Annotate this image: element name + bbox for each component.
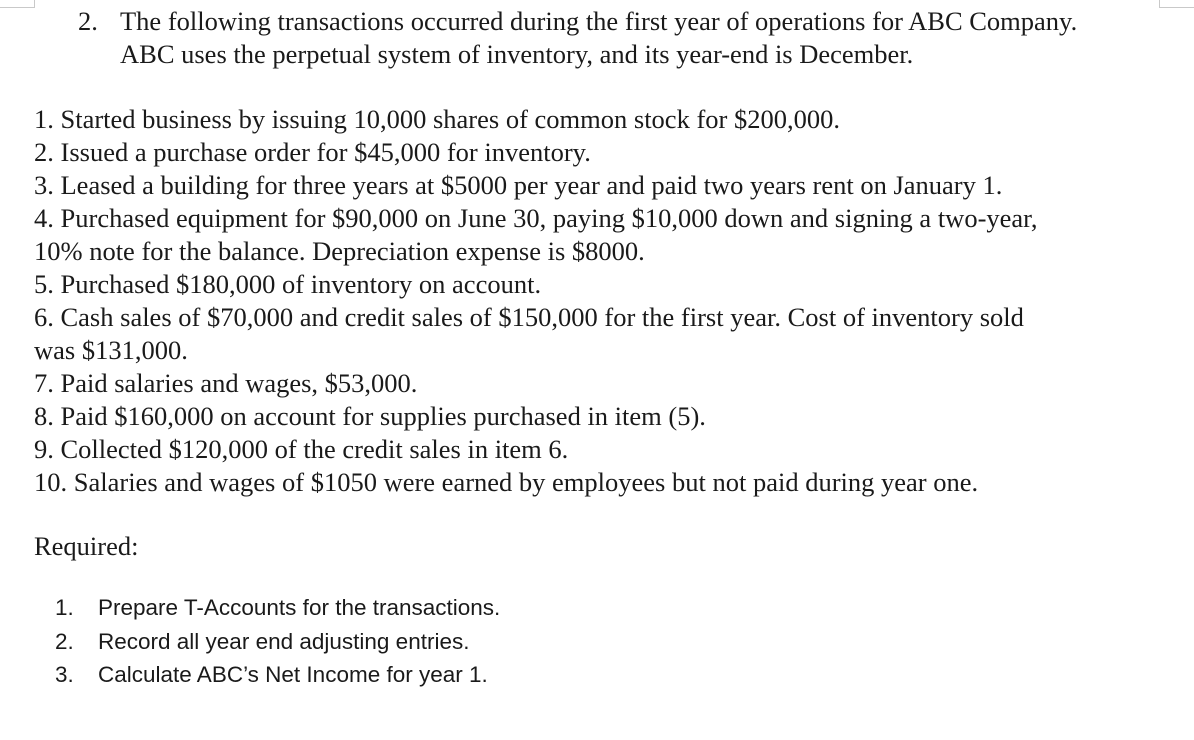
transaction-line: 5. Purchased $180,000 of inventory on account. xyxy=(34,269,542,299)
transaction-line: 1. Started business by issuing 10,000 shares of common stock for $200,000. xyxy=(34,104,840,134)
task-text: Record all year end adjusting entries. xyxy=(98,628,470,654)
transaction-line: 4. Purchased equipment for $90,000 on June 30, paying $10,000 down and signing a two-year, xyxy=(34,203,1038,233)
question-line: ABC uses the perpetual system of inventory, and its year-end is December. xyxy=(120,39,914,69)
transaction-line: 10% note for the balance. Depreciation expense is $8000. xyxy=(34,236,645,266)
task-text: Calculate ABC’s Net Income for year 1. xyxy=(98,662,488,687)
transaction-list xyxy=(34,103,1038,499)
transaction-line: 8. Paid $160,000 on account for supplies purchased in item (5). xyxy=(34,401,706,431)
transaction-line: 7. Paid salaries and wages, $53,000. xyxy=(34,368,418,398)
transaction-line: 2. Issued a purchase order for $45,000 for inventory. xyxy=(34,137,591,167)
task-text: Prepare T-Accounts for the transactions. xyxy=(98,595,501,620)
task-number: 1. xyxy=(55,595,74,620)
page-corner-mark-left xyxy=(0,0,35,8)
transaction-line: 6. Cash sales of $70,000 and credit sales of $150,000 for the first year. Cost of inventory sold xyxy=(34,302,1024,332)
question-line: The following transactions occurred during the first year of operations for ABC Company. xyxy=(120,6,1078,36)
transaction-line: 10. Salaries and wages of $1050 were earned by employees but not paid during year one. xyxy=(34,467,979,497)
required-heading: Required: xyxy=(34,531,139,561)
task-number: 2. xyxy=(55,628,74,654)
transaction-line: 9. Collected $120,000 of the credit sales in item 6. xyxy=(34,434,569,464)
task-number: 3. xyxy=(55,662,74,687)
transaction-line: was $131,000. xyxy=(34,335,188,365)
page-corner-mark-right xyxy=(1159,0,1194,8)
transaction-line: 3. Leased a building for three years at $5000 per year and paid two years rent on January 1. xyxy=(34,170,1003,200)
question-text xyxy=(120,5,1077,71)
question-number: 2. xyxy=(78,6,98,36)
